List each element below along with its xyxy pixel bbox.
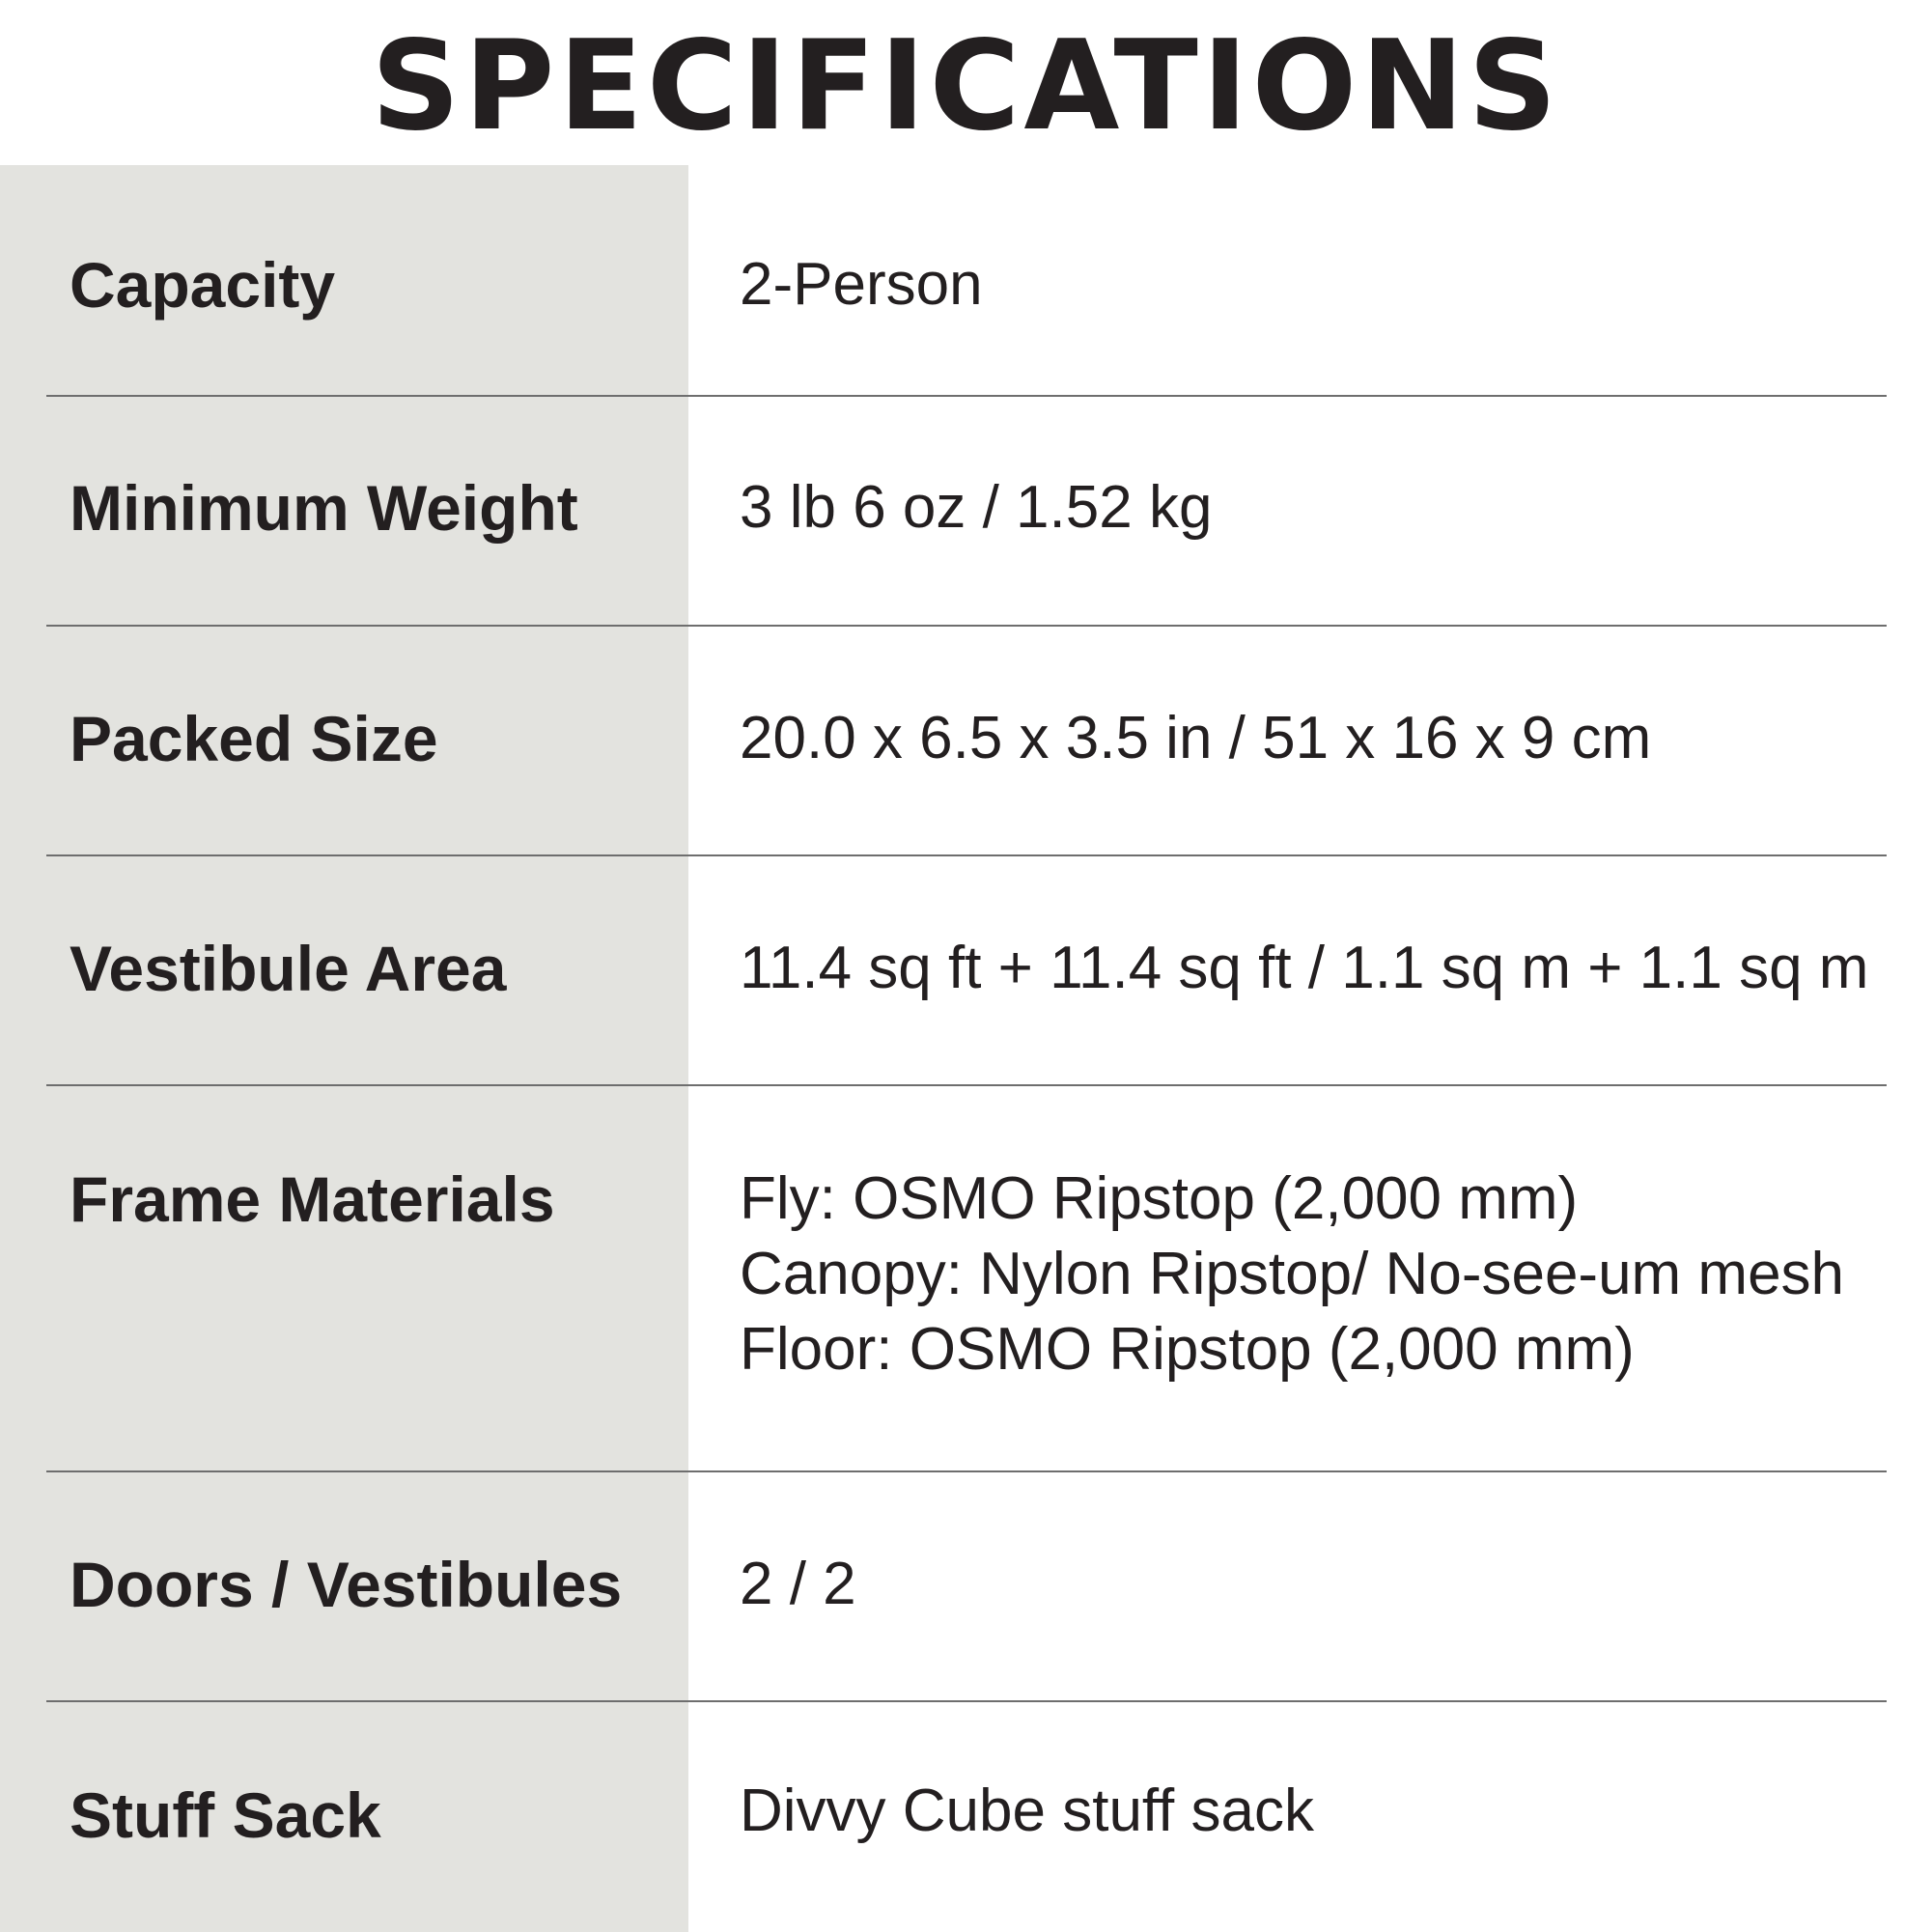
spec-value-line: 20.0 x 6.5 x 3.5 in / 51 x 16 x 9 cm [740, 705, 1652, 771]
spec-value-line: Divvy Cube stuff sack [740, 1778, 1314, 1844]
spec-value-line: 2-Person [740, 251, 983, 318]
spec-value-line: 3 lb 6 oz / 1.52 kg [740, 474, 1213, 541]
spec-value-line-fly: Fly: OSMO Ripstop (2,000 mm) [740, 1165, 1579, 1232]
spec-label-doors-vestibules: Doors / Vestibules [70, 1549, 623, 1620]
spec-value-line-floor: Floor: OSMO Ripstop (2,000 mm) [740, 1316, 1635, 1383]
spec-value-doors-vestibules [740, 1547, 1908, 1622]
spec-value-packed-size [740, 701, 1908, 776]
spec-label-frame-materials: Frame Materials [70, 1163, 555, 1235]
spec-row-vestibule-area [0, 856, 1932, 1084]
spec-value-line: 11.4 sq ft + 11.4 sq ft / 1.1 sq m + 1.1 sq m [740, 935, 1869, 1001]
spec-value-capacity [740, 247, 1908, 322]
spec-label-minimum-weight: Minimum Weight [70, 472, 578, 544]
spec-row-capacity [0, 165, 1932, 395]
spec-row-minimum-weight [0, 397, 1932, 625]
spec-label-stuff-sack: Stuff Sack [70, 1779, 381, 1851]
spec-label-vestibule-area: Vestibule Area [70, 933, 507, 1004]
spec-value-frame-materials [740, 1162, 1908, 1387]
spec-value-vestibule-area [740, 931, 1908, 1006]
spec-value-minimum-weight [740, 470, 1908, 546]
spec-row-doors-vestibules [0, 1472, 1932, 1700]
spec-row-frame-materials [0, 1086, 1932, 1471]
spec-value-stuff-sack [740, 1774, 1908, 1849]
spec-row-packed-size [0, 627, 1932, 854]
spec-row-stuff-sack [0, 1702, 1932, 1932]
spec-value-line-canopy: Canopy: Nylon Ripstop/ No-see-um mesh [740, 1241, 1845, 1307]
spec-label-capacity: Capacity [70, 249, 336, 321]
spec-value-line: 2 / 2 [740, 1551, 856, 1617]
page-title: SPECIFICATIONS [371, 14, 1561, 158]
spec-label-packed-size: Packed Size [70, 703, 438, 774]
